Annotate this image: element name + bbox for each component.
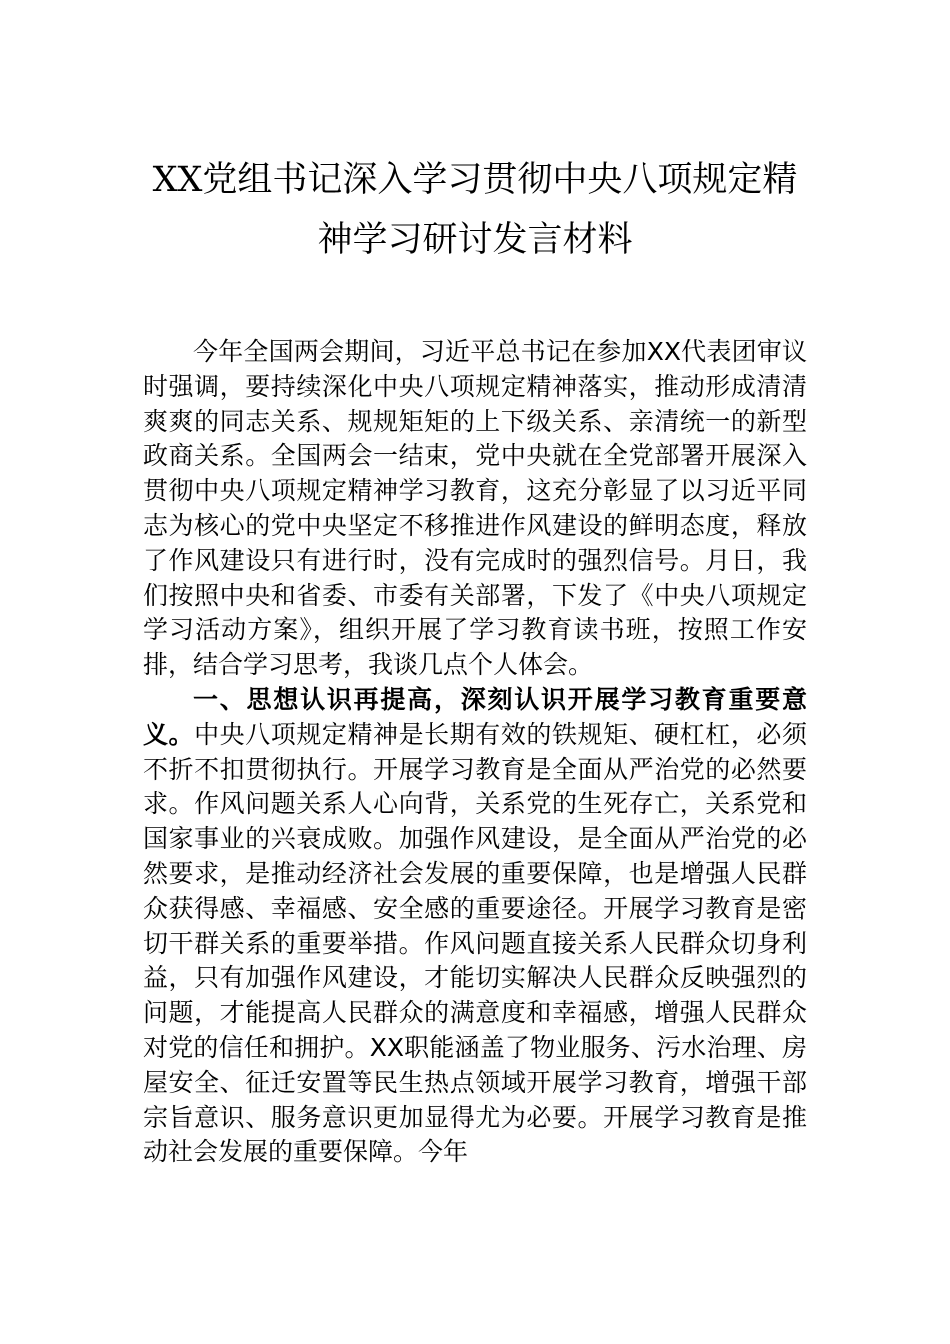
title-line-1: XX党组书记深入学习贯彻中央八项规定精: [152, 160, 798, 200]
section-1-body: 中央八项规定精神是长期有效的铁规矩、硬杠杠，必须不折不扣贯彻执行。开展学习教育是全面从严治党的必然要求。作风问题关系人心向背，关系党的生死存亡，关系党和国家事业的兴衰成败。加强作风建设，是全面从严治党的必然要求，是推动经济社会发展的重要保障，也是增强人民群众获得感、幸福感、安全感的重要途径。开展学习教育是密切干群关系的重要举措。作风问题直接关系人民群众切身利益，只有加强作风建设，才能切实解决人民群众反映强烈的问题，才能提高人民群众的满意度和幸福感，增强人民群众对党的信任和拥护。XX职能涵盖了物业服务、污水治理、房屋安全、征迁安置等民生热点领域开展学习教育，增强干部宗旨意识、服务意识更加显得尤为必要。开展学习教育是推动社会发展的重要保障。今年: [143, 719, 807, 1167]
section-1-paragraph: [143, 683, 807, 1170]
intro-paragraph: 今年全国两会期间，习近平总书记在参加XX代表团审议时强调，要持续深化中央八项规定精神落实，推动形成清清爽爽的同志关系、规规矩矩的上下级关系、亲清统一的新型政商关系。全国两会一结束，党中央就在全党部署开展深入贯彻中央八项规定精神学习教育，这充分彰显了以习近平同志为核心的党中央坚定不移推进作风建设的鲜明态度，释放了作风建设只有进行时，没有完成时的强烈信号。月日，我们按照中央和省委、市委有关部署，下发了《中央八项规定学习活动方案》，组织开展了学习教育读书班，按照工作安排，结合学习思考，我谈几点个人体会。: [143, 337, 807, 680]
document-title: [120, 150, 830, 270]
document-body: [143, 335, 807, 1170]
title-line-2: 神学习研讨发言材料: [317, 220, 633, 260]
section-1-heading: 一、思想认识再提高，深刻认识开展学习教育重要意义。: [143, 684, 807, 749]
